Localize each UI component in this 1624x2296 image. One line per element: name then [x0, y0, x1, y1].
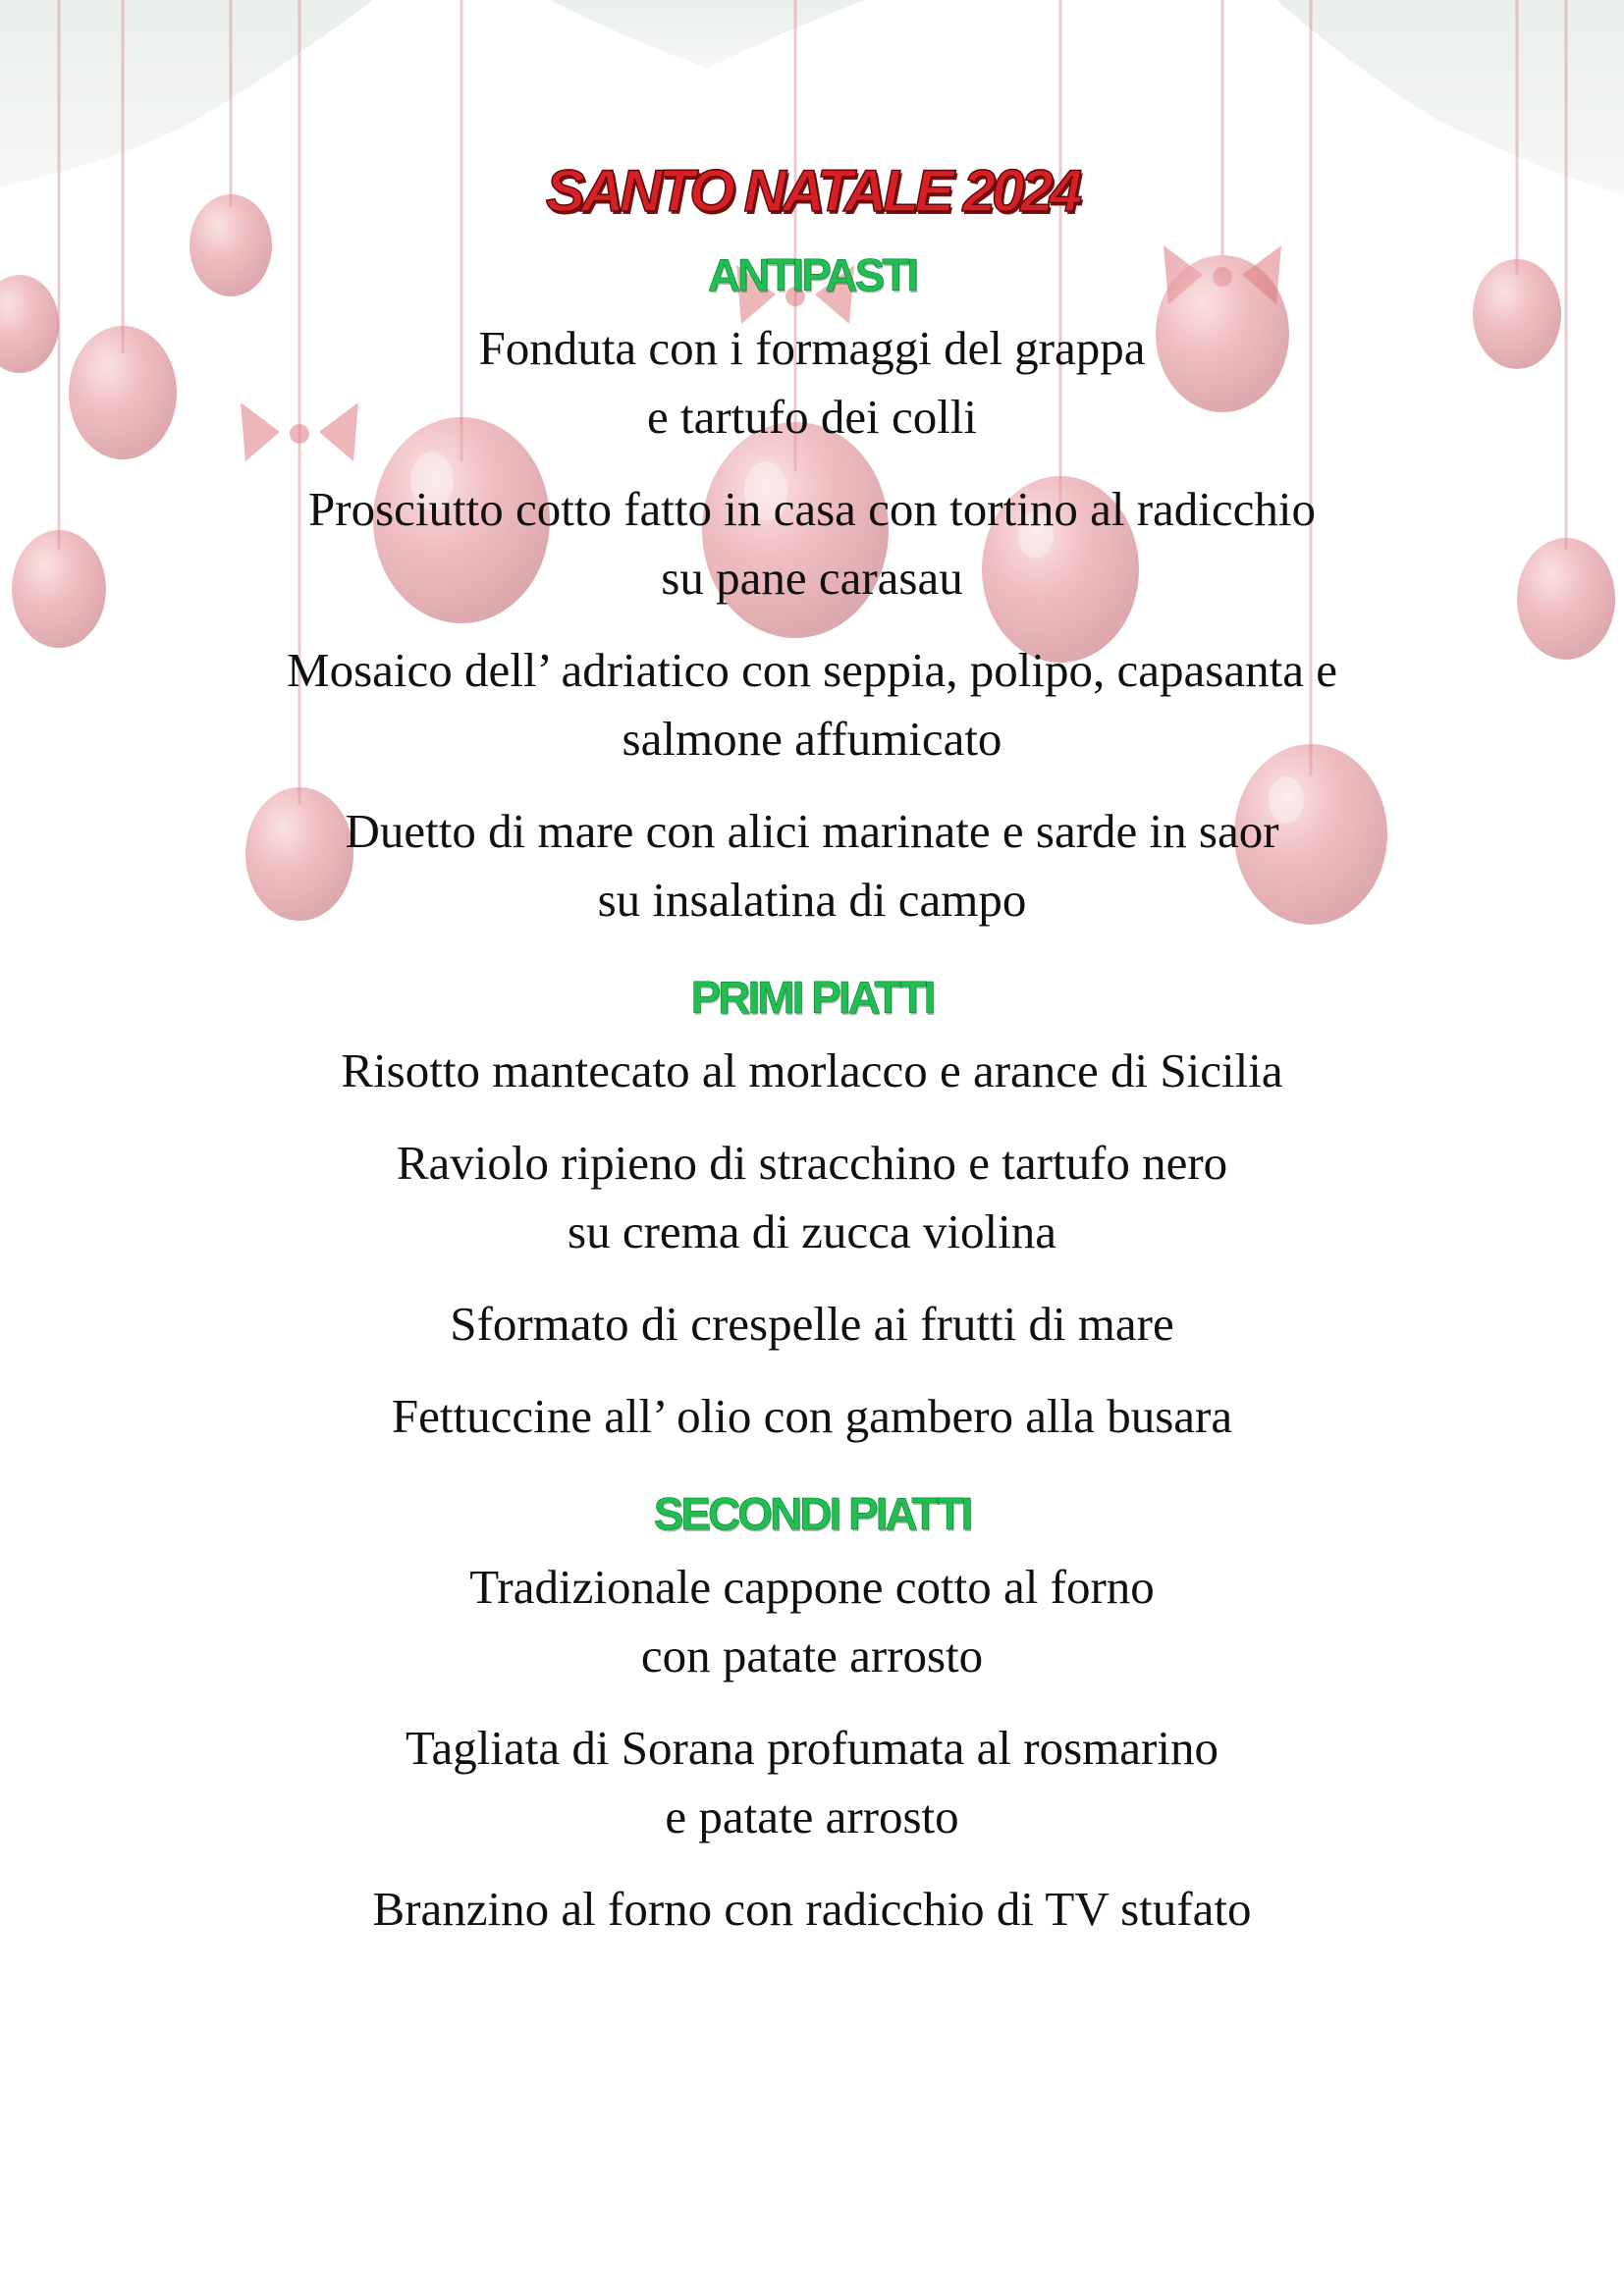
- dish-line: salmone affumicato: [622, 712, 1002, 766]
- menu-dish: [0, 1037, 1624, 1105]
- dish-line: Tagliata di Sorana profumata al rosmarino: [406, 1721, 1218, 1775]
- menu-dish: [0, 636, 1624, 774]
- dish-line: su insalatina di campo: [597, 873, 1027, 927]
- section-title: ANTIPASTI: [707, 249, 917, 300]
- dish-line: Raviolo ripieno di stracchino e tartufo nero: [396, 1136, 1228, 1190]
- menu-title: SANTO NATALE 2024: [545, 158, 1079, 224]
- menu-dish: [0, 1714, 1624, 1851]
- dish-line: su pane carasau: [661, 551, 963, 605]
- dish-line: Risotto mantecato al morlacco e arance di Sicilia: [341, 1043, 1283, 1097]
- menu-dish: [0, 1290, 1624, 1359]
- dish-line: e patate arrosto: [665, 1789, 959, 1843]
- dish-line: Mosaico dell’ adriatico con seppia, polipo, capasanta e: [287, 643, 1337, 697]
- dish-line: Fettuccine all’ olio con gambero alla busara: [391, 1389, 1233, 1443]
- dish-line: Sformato di crespelle ai frutti di mare: [450, 1297, 1174, 1351]
- menu-dish: [0, 1129, 1624, 1266]
- menu-dish: [0, 1553, 1624, 1690]
- dish-line: Fonduta con i formaggi del grappa: [478, 321, 1146, 375]
- dish-line: Branzino al forno con radicchio di TV stufato: [372, 1882, 1252, 1936]
- menu-dish: [0, 797, 1624, 934]
- menu-dish: [0, 1382, 1624, 1451]
- section-title: PRIMI PIATTI: [690, 972, 934, 1023]
- menu-content: [0, 147, 1624, 1967]
- dish-line: Duetto di mare con alici marinate e sarde in saor: [345, 804, 1279, 858]
- section-title: SECONDI PIATTI: [653, 1488, 971, 1539]
- dish-line: su crema di zucca violina: [568, 1204, 1056, 1258]
- dish-line: e tartufo dei colli: [646, 390, 978, 444]
- menu-dish: [0, 1875, 1624, 1944]
- dish-line: con patate arrosto: [640, 1629, 984, 1682]
- dish-line: Prosciutto cotto fatto in casa con tortino al radicchio: [308, 482, 1316, 536]
- dish-line: Tradizionale cappone cotto al forno: [469, 1560, 1155, 1614]
- menu-dish: [0, 475, 1624, 613]
- menu-dish: [0, 314, 1624, 452]
